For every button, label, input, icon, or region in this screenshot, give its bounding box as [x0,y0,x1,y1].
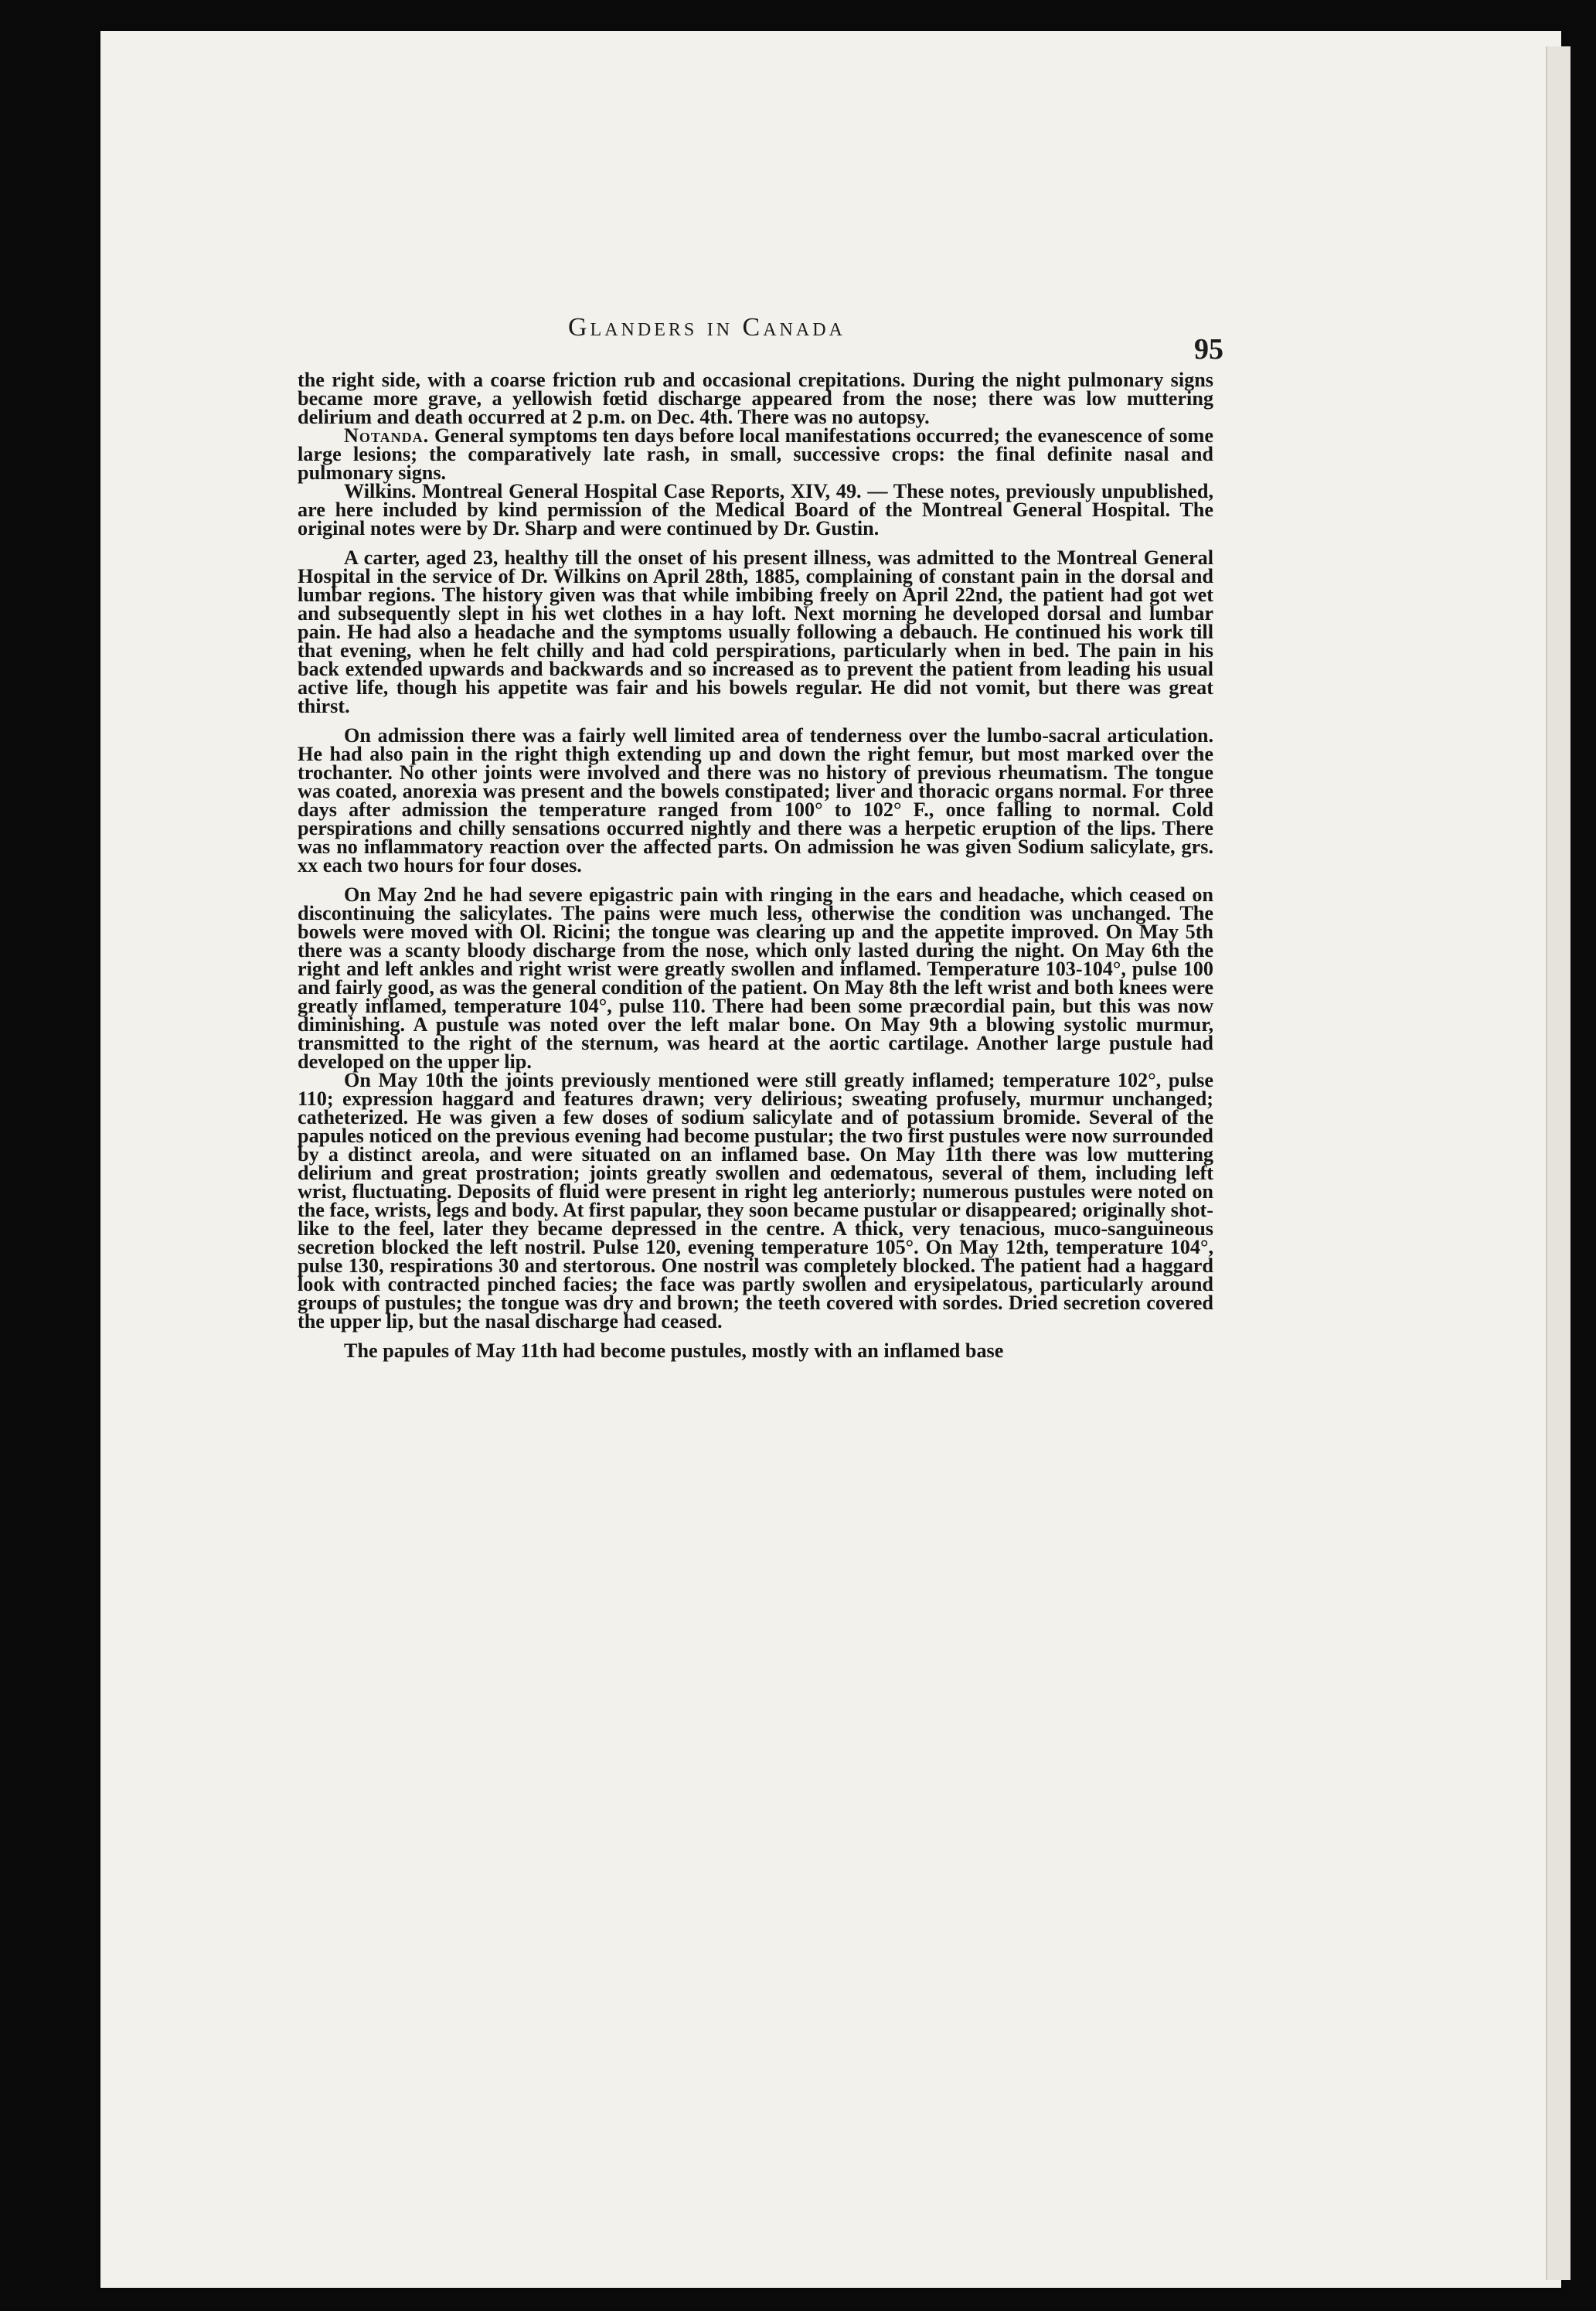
paragraph-text: On admission there was a fairly well limited area of tenderness over the lumbo-sacral articulation. He had also pain in the right thigh extending up and down the right femur, but most marked over the trochanter. No other joints were involved and there was no history of previous rheumatism. The tongue was coated, anorexia was present and the bowels constipated; liver and thoracic organs normal. For three days after admission the temperature ranged from 100° to 102° F., once falling to normal. Cold perspirations and chilly sensations occurred nightly and there was a herpetic eruption of the lips. There was no inflammatory reaction over the affected parts. On admission he was given Sodium salicylate, grs. xx each two hours for four doses. [298,724,1213,876]
page-number: 95 [1194,333,1223,366]
running-head: Glanders in Canada [568,313,846,342]
paragraph-8 [298,1339,1213,1362]
paragraph-text: The papules of May 11th had become pustules, mostly with an inflamed base [344,1339,1004,1362]
paragraph-lead: Notanda. [344,424,430,447]
paragraph-5 [298,724,1213,876]
page-body [298,371,1213,1360]
paragraph-text: On May 2nd he had severe epigastric pain with ringing in the ears and headache, which ceased on discontinuing the salicylates. The pains were much less, otherwise the condition was unchanged. The bowels were moved with Ol. Ricini; the tongue was clearing up and the appetite improved. On May 5th there was a scanty bloody discharge from the nose, which only lasted during the night. On May 6th the right and left ankles and right wrist were greatly swollen and inflamed. Temperature 103-104°, pulse 100 and fairly good, as was the general condition of the patient. On May 8th the left wrist and both knees were greatly inflamed, temperature 104°, pulse 110. There had been some præcordial pain, but this was now diminishing. A pustule was noted over the left malar bone. On May 9th a blowing systolic murmur, transmitted to the right of the sternum, was heard at the aortic cartilage. Another large pustule had developed on the upper lip. [298,883,1213,1073]
paragraph-3 [298,482,1213,538]
paragraph-1 [298,371,1213,427]
paragraph-text: A carter, aged 23, healthy till the onset of his present illness, was admitted to the Montreal General Hospital in the service of Dr. Wilkins on April 28th, 1885, complaining of constant pain in the dorsal and lumbar regions. The history given was that while imbibing freely on April 22nd, the patient had got wet and subsequently slept in his wet clothes in a hay loft. Next morning he developed dorsal and lumbar pain. He had also a headache and the symptoms usually following a debauch. He continued his work till that evening, when he felt chilly and had cold perspirations, particularly when in bed. The pain in his back extended upwards and backwards and so increased as to prevent the patient from leading his usual active life, though his appetite was fair and his bowels regular. He did not vomit, but there was great thirst. [298,546,1213,717]
paragraph-text: On May 10th the joints previously mentioned were still greatly inflamed; temperature 102°, pulse 110; expression haggard and features drawn; very delirious; sweating profusely, murmur unchanged; catheterized. He was given a few doses of sodium salicylate and of potassium bromide. Several of the papules noticed on the previous evening had become pustular; the two first pustules were now surrounded by a distinct areola, and were situated on an inflamed base. On May 11th there was low muttering delirium and great prostration; joints greatly swollen and œdematous, several of them, including left wrist, fluctuating. Deposits of fluid were present in right leg anteriorly; numerous pustules were noted on the face, wrists, legs and body. At first papular, they soon became pustular or disappeared; originally shot-like to the feel, later they became depressed in the centre. A thick, very tenacious, muco-sanguineous secretion blocked the left nostril. Pulse 120, evening temperature 105°. On May 12th, temperature 104°, pulse 130, respirations 30 and stertorous. One nostril was completely blocked. The patient had a haggard look with contracted pinched facies; the face was partly swollen and erysipelatous, particularly around groups of pustules; the tongue was dry and brown; the teeth covered with sordes. Dried secretion covered the upper lip, but the nasal discharge had ceased. [298,1069,1213,1332]
paragraph-6 [298,883,1213,1073]
page-edge [1546,46,1570,2280]
paragraph-2 [298,424,1213,484]
paragraph-text: Montreal General Hospital Case Reports, XIV, 49. — These notes, previously unpublished, are here included by kind permission of the Medical Board of the Montreal General Hospital. The original notes were by Dr. Sharp and were continued by Dr. Gustin. [298,480,1213,539]
paragraph-lead: Wilkins. [344,480,417,502]
paragraph-4 [298,546,1213,717]
paragraph-text: the right side, with a coarse friction rub and occasional crepitations. During the night pulmonary signs became more grave, a yellowish fœtid discharge appeared from the nose; there was low muttering delirium and death occurred at 2 p.m. on Dec. 4th. There was no autopsy. [298,369,1213,428]
paragraph-7 [298,1071,1213,1331]
paragraph-text: General symptoms ten days before local manifestations occurred; the evanescence of some large lesions; the comparatively late rash, in small, successive crops: the final definite nasal and pulmonary signs. [298,424,1213,484]
